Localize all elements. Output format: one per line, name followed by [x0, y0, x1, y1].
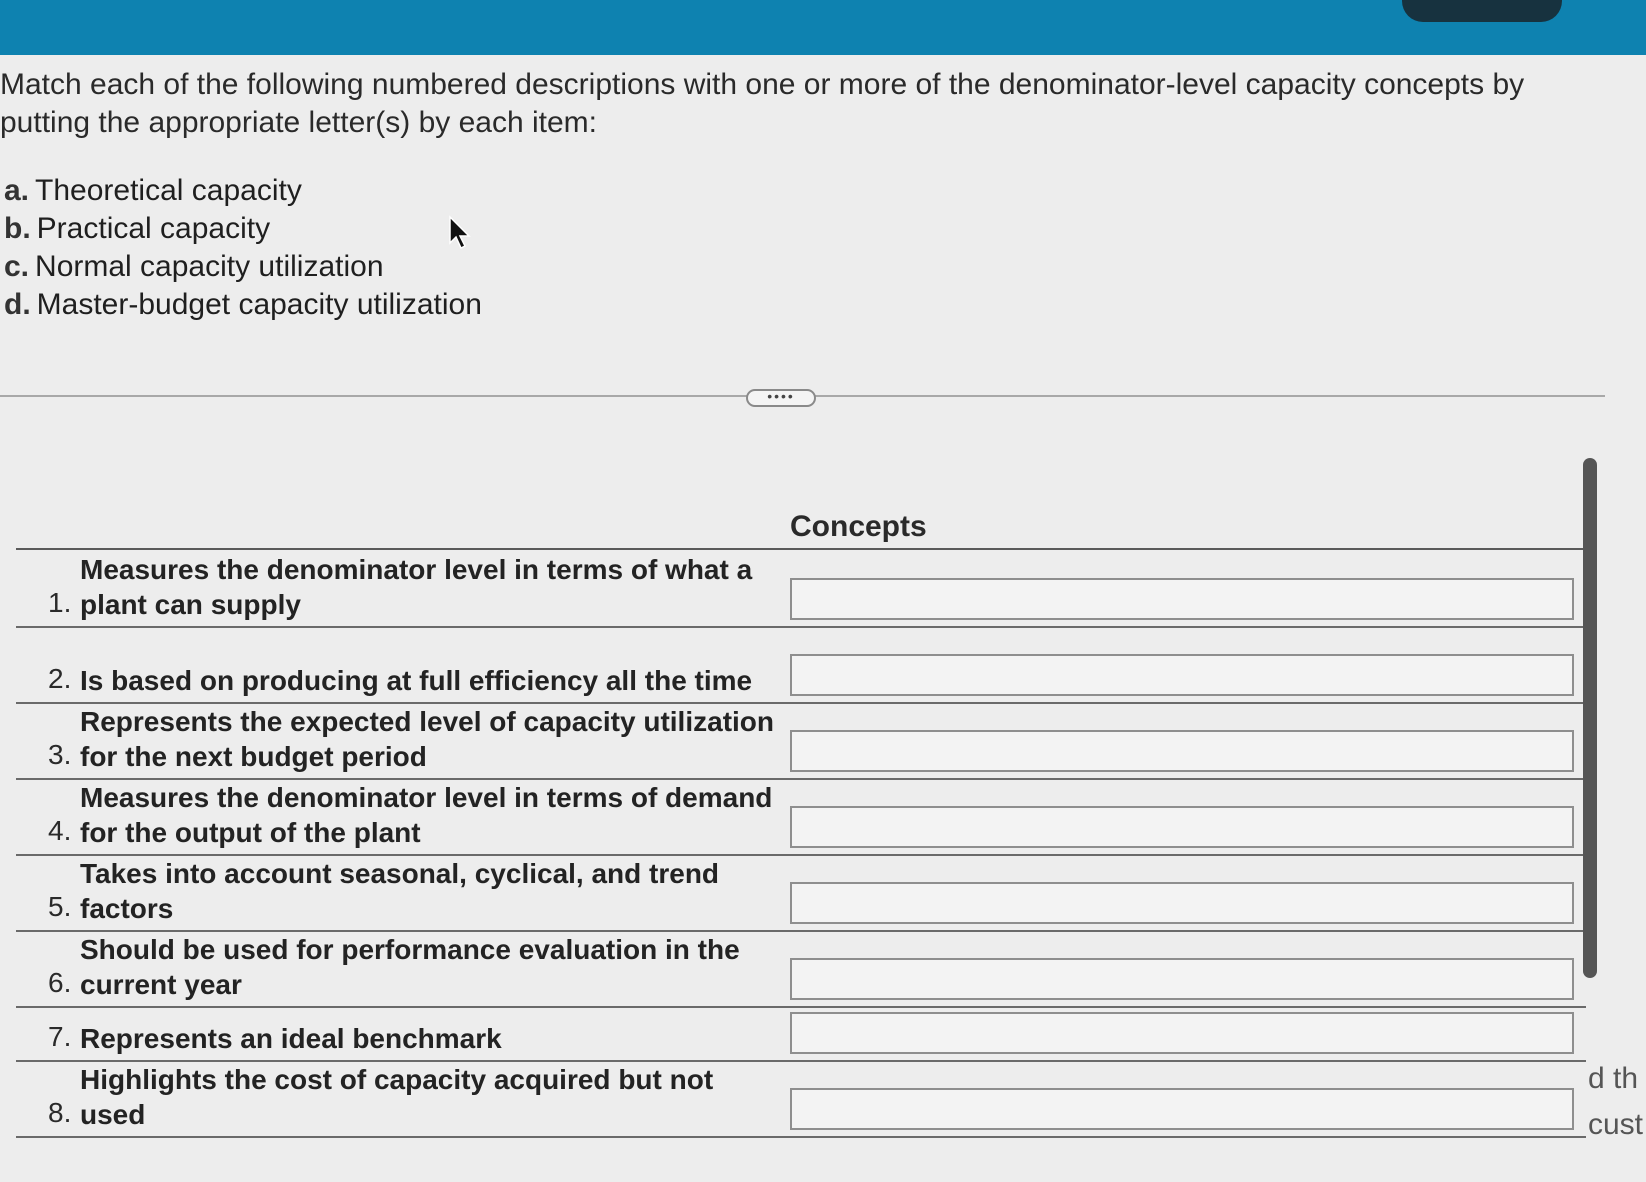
row-number: 8.	[48, 1097, 72, 1128]
row-description: Highlights the cost of capacity acquired but not used	[80, 1064, 714, 1130]
concept-letter: b.	[4, 212, 31, 245]
row-description: Measures the denominator level in terms of demand for the output of the plant	[80, 782, 773, 848]
table-row	[16, 550, 1586, 628]
answer-input[interactable]	[790, 1012, 1574, 1054]
concept-label: Master-budget capacity utilization	[36, 288, 482, 321]
answer-input[interactable]	[790, 730, 1574, 772]
row-number: 3.	[48, 739, 72, 770]
concept-item	[4, 286, 482, 324]
concept-label: Practical capacity	[36, 212, 271, 245]
concept-item	[4, 248, 482, 286]
table-row	[16, 1006, 1586, 1062]
table-row	[16, 778, 1586, 856]
side-text-fragment: cust	[1588, 1108, 1644, 1141]
row-number: 7.	[48, 1021, 72, 1052]
answer-input[interactable]	[790, 654, 1574, 696]
concept-item	[4, 172, 482, 210]
mouse-cursor-icon	[448, 215, 472, 251]
row-number: 5.	[48, 891, 72, 922]
top-bar	[0, 0, 1646, 55]
table-row	[16, 626, 1586, 704]
concept-letter: c.	[4, 250, 30, 283]
concept-label: Normal capacity utilization	[35, 250, 384, 283]
row-description: Is based on producing at full efficiency all the time	[80, 665, 753, 696]
instructions-text: Match each of the following numbered descriptions with one or more of the denominator-level capacity concepts by putting the appropriate letter(s) by each item:	[0, 68, 1525, 139]
concept-letter: a.	[4, 174, 30, 207]
row-number: 2.	[48, 663, 72, 694]
row-description: Represents the expected level of capacity utilization for the next budget period	[80, 706, 774, 772]
concepts-column-header: Concepts	[790, 510, 927, 543]
row-description: Should be used for performance evaluation in the current year	[80, 934, 740, 1000]
vertical-scrollbar[interactable]	[1583, 458, 1597, 978]
concept-letter: d.	[4, 288, 31, 321]
concept-label: Theoretical capacity	[35, 174, 302, 207]
table-row	[16, 930, 1586, 1008]
expand-handle[interactable]: ••••	[746, 389, 816, 407]
table-row	[16, 702, 1586, 780]
table-row	[16, 1060, 1586, 1138]
row-number: 1.	[48, 587, 72, 618]
row-description: Measures the denominator level in terms of what a plant can supply	[80, 554, 753, 620]
row-description: Takes into account seasonal, cyclical, and trend factors	[80, 858, 720, 924]
table-row	[16, 854, 1586, 932]
answer-input[interactable]	[790, 958, 1574, 1000]
row-description: Represents an ideal benchmark	[80, 1023, 502, 1054]
answer-input[interactable]	[790, 882, 1574, 924]
top-bar-button[interactable]	[1402, 0, 1562, 22]
answer-input[interactable]	[790, 1088, 1574, 1130]
row-number: 4.	[48, 815, 72, 846]
answer-input[interactable]	[790, 578, 1574, 620]
row-number: 6.	[48, 967, 72, 998]
side-text-fragment: d th	[1588, 1062, 1639, 1095]
concept-list	[4, 172, 482, 324]
concept-item	[4, 210, 482, 248]
answer-input[interactable]	[790, 806, 1574, 848]
